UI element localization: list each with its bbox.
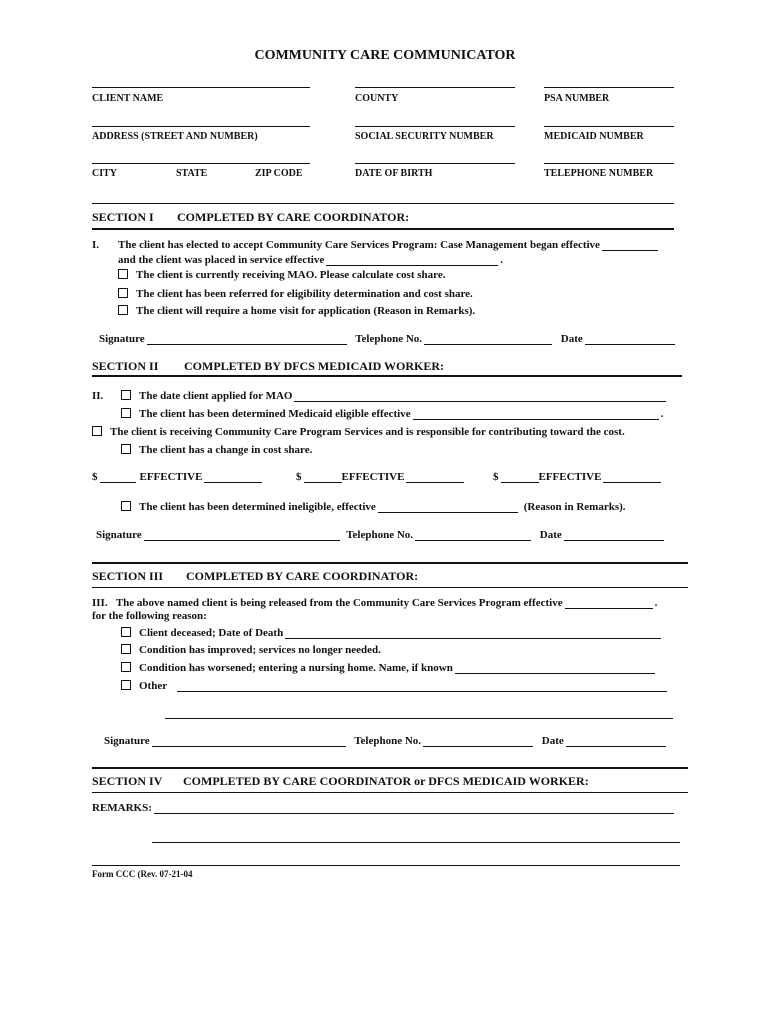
applied-mao-checkbox[interactable] <box>121 390 131 400</box>
section3-signature-label: Signature <box>104 735 150 747</box>
section1-telephone-blank[interactable] <box>424 333 552 345</box>
section3-line2: for the following reason: <box>92 610 207 622</box>
section2-heading: COMPLETED BY DFCS MEDICAID WORKER: <box>184 359 445 373</box>
medicaid-number-label: MEDICAID NUMBER <box>544 131 644 142</box>
cost-share-change-checkbox[interactable] <box>121 444 131 454</box>
contributing-checkbox[interactable] <box>92 426 102 436</box>
amount-blank-3[interactable] <box>501 471 539 483</box>
section1-date-blank[interactable] <box>585 333 675 345</box>
section1-signature-row <box>99 333 677 345</box>
cost-share-row-3 <box>493 471 663 483</box>
section2-option5-end: (Reason in Remarks). <box>523 501 626 513</box>
section2-telephone-label: Telephone No. <box>346 529 414 541</box>
section3-label: SECTION III <box>92 569 164 583</box>
section2-option4-text: The client has a change in cost share. <box>139 444 313 456</box>
ssn-line[interactable] <box>355 126 515 127</box>
other-reason-blank[interactable] <box>177 680 667 692</box>
section3-option2 <box>121 644 381 656</box>
section2-option3 <box>92 426 625 438</box>
section2-option2: The client has been determined Medicaid eligible effective . <box>121 408 663 420</box>
section3-option1-text: Client deceased; Date of Death <box>139 627 284 639</box>
section3-option4 <box>121 680 669 692</box>
section2-label: SECTION II <box>92 359 159 373</box>
telephone-line[interactable] <box>544 163 674 164</box>
section2-option3-text: The client is receiving Community Care Program Services and is responsible for contributing toward the cost. <box>110 426 625 438</box>
section3-option3 <box>121 662 657 674</box>
section3-option2-text: Condition has improved; services no longer needed. <box>139 644 381 656</box>
section1-option3-text: The client will require a home visit for application (Reason in Remarks). <box>136 305 476 317</box>
section1-option2 <box>118 288 473 300</box>
address-label: ADDRESS (STREET AND NUMBER) <box>92 131 258 142</box>
psa-number-line[interactable] <box>544 87 674 88</box>
section1-option1 <box>118 269 445 281</box>
county-line[interactable] <box>355 87 515 88</box>
dollar-sign-1: $ <box>92 471 98 483</box>
section2-rule <box>92 375 682 377</box>
remarks-line-1[interactable] <box>154 802 674 814</box>
telephone-number-label: TELEPHONE NUMBER <box>544 168 654 179</box>
section3-heading: COMPLETED BY CARE COORDINATOR: <box>186 569 419 583</box>
section1-option2-text: The client has been referred for eligibility determination and cost share. <box>136 288 473 300</box>
section3-date-blank[interactable] <box>566 735 666 747</box>
worsened-checkbox[interactable] <box>121 662 131 672</box>
effective-label-2: EFFECTIVE <box>341 471 405 483</box>
remarks-line-2[interactable] <box>152 842 680 843</box>
remarks-line-3[interactable] <box>92 865 680 866</box>
section1-top-rule <box>92 203 674 204</box>
section2-roman: II. <box>92 390 104 402</box>
section1-telephone-label: Telephone No. <box>355 333 423 345</box>
section1-label: SECTION I <box>92 210 154 224</box>
section1-signature-label: Signature <box>99 333 145 345</box>
applied-mao-date-blank[interactable] <box>294 390 666 402</box>
section1-line2-text: and the client was placed in service effective <box>118 254 325 266</box>
dob-line[interactable] <box>355 163 515 164</box>
section2-date-blank[interactable] <box>564 529 664 541</box>
amount-blank-2[interactable] <box>304 471 342 483</box>
date-of-death-blank[interactable] <box>285 627 661 639</box>
section2-option4 <box>121 444 312 456</box>
form-footer: Form CCC (Rev. 07-21-04 <box>92 869 193 879</box>
section2-signature-blank[interactable] <box>144 529 340 541</box>
section2-option5-text: The client has been determined ineligible, effective <box>139 501 376 513</box>
section2-telephone-blank[interactable] <box>415 529 531 541</box>
cost-share-row-1 <box>92 471 264 483</box>
section4-heading: COMPLETED BY CARE COORDINATOR or DFCS MEDICAID WORKER: <box>183 774 589 788</box>
section1-heading: COMPLETED BY CARE COORDINATOR: <box>177 210 410 224</box>
cost-share-row-2 <box>296 471 466 483</box>
section1-option3 <box>118 305 475 317</box>
section1-roman: I. <box>92 239 100 251</box>
amount-blank-1[interactable] <box>100 471 136 483</box>
section1-line1 <box>118 239 660 251</box>
deceased-checkbox[interactable] <box>121 627 131 637</box>
effective-date-blank-3[interactable] <box>603 471 661 483</box>
section3-bottom-rule <box>92 587 688 588</box>
section2-option2-text: The client has been determined Medicaid eligible effective <box>139 408 411 420</box>
section1-line1-text: The client has elected to accept Community Care Services Program: Case Management began effective <box>118 239 600 251</box>
ineligible-checkbox[interactable] <box>121 501 131 511</box>
other-reason-line-2[interactable] <box>165 718 673 719</box>
home-visit-checkbox[interactable] <box>118 305 128 315</box>
eligible-effective-blank[interactable] <box>413 408 659 420</box>
ssn-label: SOCIAL SECURITY NUMBER <box>355 131 494 142</box>
improved-checkbox[interactable] <box>121 644 131 654</box>
section1-date-label: Date <box>560 333 583 345</box>
referred-checkbox[interactable] <box>118 288 128 298</box>
nursing-home-name-blank[interactable] <box>455 662 655 674</box>
section2-date-label: Date <box>539 529 562 541</box>
section3-option4-text: Other <box>139 680 168 692</box>
section4-label: SECTION IV <box>92 774 163 788</box>
section4-bottom-rule <box>92 792 688 793</box>
psa-number-label: PSA NUMBER <box>544 93 610 104</box>
section1-bottom-rule <box>92 228 674 230</box>
form-title: COMMUNITY CARE COMMUNICATOR <box>254 48 516 63</box>
city-state-zip-line[interactable] <box>92 163 310 164</box>
ineligible-date-blank[interactable] <box>378 501 518 513</box>
client-name-label: CLIENT NAME <box>92 93 164 104</box>
section2-signature-row <box>96 529 666 541</box>
section3-option1 <box>121 627 663 639</box>
section1-signature-blank[interactable] <box>147 333 347 345</box>
case-management-date-blank[interactable] <box>602 239 658 251</box>
section3-line1-text: The above named client is being released from the Community Care Services Program effective <box>115 597 563 609</box>
section3-top-rule <box>92 562 688 564</box>
address-line[interactable] <box>92 126 310 127</box>
medicaid-eligible-checkbox[interactable] <box>121 408 131 418</box>
section3-date-label: Date <box>541 735 564 747</box>
city-label: CITY <box>92 168 118 179</box>
county-label: COUNTY <box>355 93 399 104</box>
state-label: STATE <box>176 168 208 179</box>
remarks-row <box>92 802 676 814</box>
section3-signature-blank[interactable] <box>152 735 346 747</box>
medicaid-number-line[interactable] <box>544 126 674 127</box>
dollar-sign-2: $ <box>296 471 302 483</box>
effective-date-blank-1[interactable] <box>204 471 262 483</box>
service-effective-blank[interactable] <box>326 254 498 266</box>
section2-option5 <box>121 501 626 513</box>
section3-line1: III. The above named client is being released from the Community Care Services Program effective . <box>92 597 658 609</box>
client-name-line[interactable] <box>92 87 310 88</box>
mao-checkbox[interactable] <box>118 269 128 279</box>
section2-option1 <box>121 390 668 402</box>
section3-telephone-blank[interactable] <box>423 735 533 747</box>
effective-date-blank-2[interactable] <box>406 471 464 483</box>
section1-line2: and the client was placed in service effective . <box>118 254 503 266</box>
dollar-sign-3: $ <box>493 471 499 483</box>
dob-label: DATE OF BIRTH <box>355 168 433 179</box>
effective-label-3: EFFECTIVE <box>538 471 602 483</box>
section4-top-rule <box>92 767 688 769</box>
section1-option1-text: The client is currently receiving MAO. Please calculate cost share. <box>136 269 446 281</box>
section3-telephone-label: Telephone No. <box>354 735 422 747</box>
section2-option1-text: The date client applied for MAO <box>139 390 293 402</box>
release-date-blank[interactable] <box>565 597 653 609</box>
other-checkbox[interactable] <box>121 680 131 690</box>
remarks-label: REMARKS: <box>92 802 152 814</box>
section3-option3-text: Condition has worsened; entering a nursing home. Name, if known <box>139 662 453 674</box>
section3-roman: III. <box>92 597 108 609</box>
effective-label-1: EFFECTIVE <box>139 471 203 483</box>
section3-signature-row <box>104 735 668 747</box>
zip-code-label: ZIP CODE <box>255 168 303 179</box>
section2-signature-label: Signature <box>96 529 142 541</box>
